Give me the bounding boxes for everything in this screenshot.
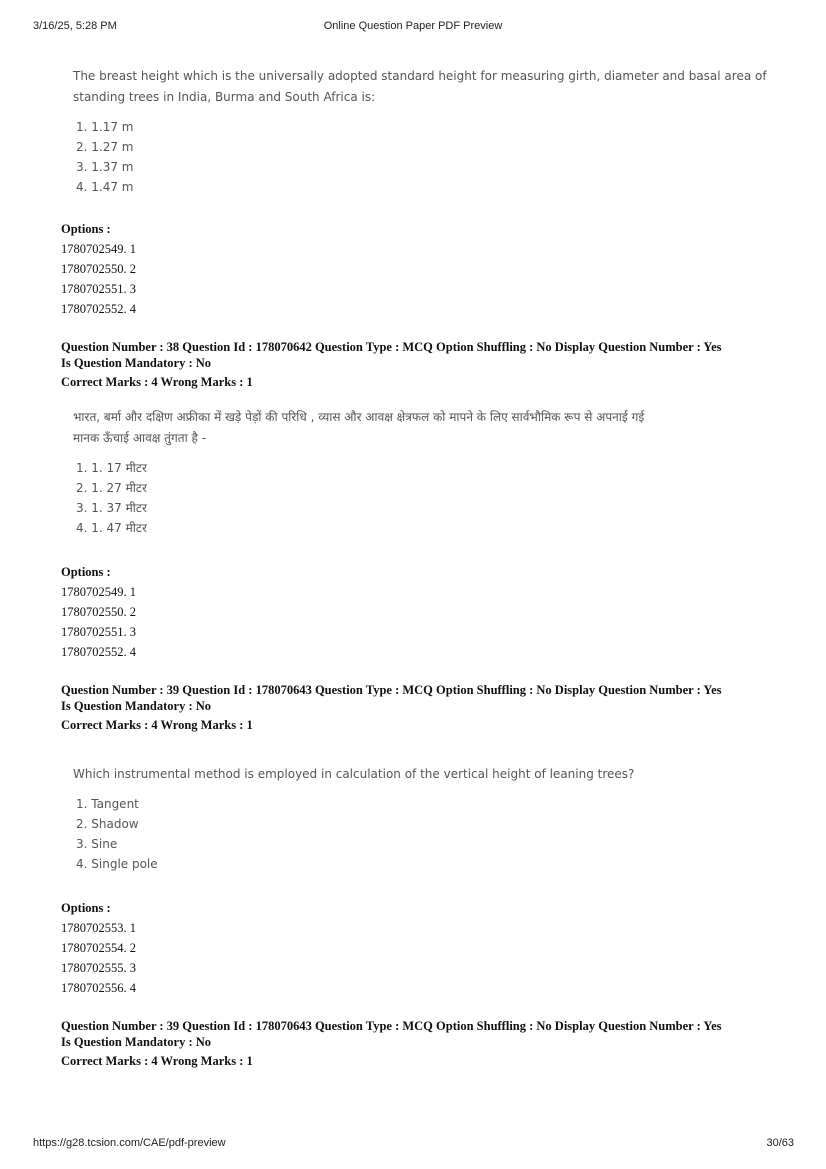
question-meta-39-repeat <box>61 1018 773 1070</box>
option-id-row: 1780702550. 2 <box>61 262 136 276</box>
page-title: Online Question Paper PDF Preview <box>323 20 503 32</box>
page-url: https://g28.tcsion.com/CAE/pdf-preview <box>33 1137 226 1149</box>
print-datetime: 3/16/25, 5:28 PM <box>33 20 117 32</box>
options-label: Options : <box>61 565 111 579</box>
options-label: Options : <box>61 222 111 236</box>
option-id-row: 1780702549. 1 <box>61 242 136 256</box>
choice-item: 3. 1. 37 मीटर <box>76 501 147 515</box>
choice-list <box>61 794 773 874</box>
options-block-37 <box>61 219 773 319</box>
option-id-row: 1780702554. 2 <box>61 941 136 955</box>
option-id-row: 1780702551. 3 <box>61 625 136 639</box>
choice-list <box>61 458 773 538</box>
choice-list <box>61 117 773 197</box>
choice-item: 4. Single pole <box>76 857 158 871</box>
choice-item: 1. 1.17 m <box>76 120 134 134</box>
page-number: 30/63 <box>766 1137 794 1149</box>
choice-item: 3. 1.37 m <box>76 160 134 174</box>
question-text-line: standing trees in India, Burma and South Africa is: <box>73 90 376 104</box>
question-mandatory: Is Question Mandatory : No <box>61 1035 212 1049</box>
question-meta-line: Question Number : 39 Question Id : 178070643 Question Type : MCQ Option Shuffling : No Display Question Number : Yes <box>61 683 722 697</box>
choice-item: 4. 1.47 m <box>76 180 134 194</box>
options-block-38 <box>61 562 773 662</box>
question-meta-line: Question Number : 39 Question Id : 178070643 Question Type : MCQ Option Shuffling : No Display Question Number : Yes <box>61 1019 722 1033</box>
question-image-37 <box>61 66 773 197</box>
choice-item: 1. 1. 17 मीटर <box>76 461 147 475</box>
options-label: Options : <box>61 901 111 915</box>
question-text <box>61 66 773 108</box>
question-marks: Correct Marks : 4 Wrong Marks : 1 <box>61 1054 253 1068</box>
question-meta-line: Question Number : 38 Question Id : 178070642 Question Type : MCQ Option Shuffling : No Display Question Number : Yes <box>61 340 722 354</box>
choice-item: 2. Shadow <box>76 817 139 831</box>
question-text-line: The breast height which is the universally adopted standard height for measuring girth, diameter and basal area of <box>73 69 767 83</box>
question-mandatory: Is Question Mandatory : No <box>61 699 212 713</box>
choice-item: 2. 1.27 m <box>76 140 134 154</box>
option-id-row: 1780702556. 4 <box>61 981 136 995</box>
option-id-row: 1780702552. 4 <box>61 645 136 659</box>
question-paper-content <box>61 62 773 1070</box>
question-meta-39 <box>61 682 773 734</box>
question-text <box>61 764 773 785</box>
question-image-39 <box>61 764 773 874</box>
choice-item: 4. 1. 47 मीटर <box>76 521 147 535</box>
option-id-row: 1780702551. 3 <box>61 282 136 296</box>
question-text-line: Which instrumental method is employed in calculation of the vertical height of leaning trees? <box>73 767 635 781</box>
choice-item: 2. 1. 27 मीटर <box>76 481 147 495</box>
question-mandatory: Is Question Mandatory : No <box>61 356 212 370</box>
question-text-line: भारत, बर्मा और दक्षिण अफ्रीका में खड़े पेड़ों की परिधि , व्यास और आवक्ष क्षेत्रफल को मापने के लिए सार्वभौमिक रूप से अपनाई गई <box>73 410 645 424</box>
question-marks: Correct Marks : 4 Wrong Marks : 1 <box>61 718 253 732</box>
option-id-row: 1780702553. 1 <box>61 921 136 935</box>
question-meta-38 <box>61 339 773 391</box>
choice-item: 1. Tangent <box>76 797 139 811</box>
choice-item: 3. Sine <box>76 837 118 851</box>
question-marks: Correct Marks : 4 Wrong Marks : 1 <box>61 375 253 389</box>
question-image-38 <box>61 407 773 538</box>
option-id-row: 1780702552. 4 <box>61 302 136 316</box>
options-block-39 <box>61 898 773 998</box>
question-text <box>61 407 773 449</box>
option-id-row: 1780702549. 1 <box>61 585 136 599</box>
option-id-row: 1780702550. 2 <box>61 605 136 619</box>
question-text-line: मानक ऊँचाई आवक्ष तुंगता है - <box>73 431 207 445</box>
option-id-row: 1780702555. 3 <box>61 961 136 975</box>
